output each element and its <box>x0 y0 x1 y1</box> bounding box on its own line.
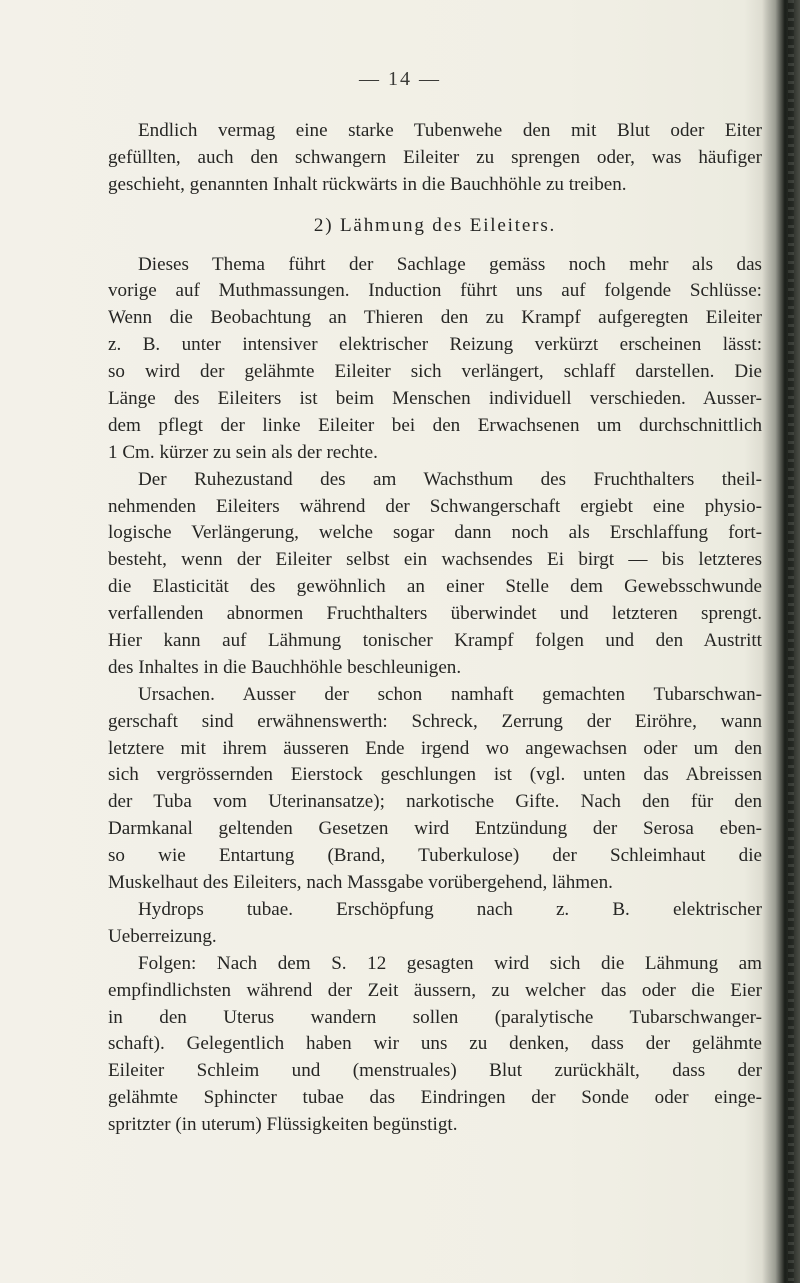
text-line: Länge des Eileiters ist beim Menschen individuell verschieden. Ausser- <box>108 388 762 410</box>
text-line: Hydrops tubae. Erschöpfung nach z. B. elektrischer <box>138 898 762 920</box>
section-heading: 2) Lähmung des Eileiters. <box>313 214 557 236</box>
text-line: Endlich vermag eine starke Tubenwehe den mit Blut oder Eiter <box>138 120 762 141</box>
text-line: vorige auf Muthmassungen. Induction führt uns auf folgende Schlüsse: <box>108 280 762 302</box>
text-line: Folgen: Nach dem S. 12 gesagten wird sich die Lähmung am <box>138 952 762 974</box>
text-line: schaft). Gelegentlich haben wir uns zu denken, dass der gelähmte <box>108 1033 762 1055</box>
text-line: Muskelhaut des Eileiters, nach Massgabe vorübergehend, lähmen. <box>108 872 613 894</box>
text-line: Hier kann auf Lähmung tonischer Krampf folgen und den Austritt <box>108 630 762 652</box>
text-line: des Inhaltes in die Bauchhöhle beschleunigen. <box>108 656 462 678</box>
page-edge-shadow <box>762 0 800 1283</box>
text-line: z. B. unter intensiver elektrischer Reizung verkürzt erscheinen lässt: <box>108 334 762 356</box>
text-line: Ursachen. Ausser der schon namhaft gemachten Tubarschwan- <box>138 683 762 705</box>
body-text <box>108 118 762 1139</box>
text-line: logische Verlängerung, welche sogar dann noch als Erschlaffung fort- <box>108 522 762 544</box>
text-line: gefüllten, auch den schwangern Eileiter zu sprengen oder, was häufiger <box>108 146 762 168</box>
text-line: letztere mit ihrem äusseren Ende irgend wo angewachsen oder um den <box>108 737 762 759</box>
text-line: 1 Cm. kürzer zu sein als der rechte. <box>108 441 378 463</box>
text-line: der Tuba vom Uterinansatze); narkotische Gifte. Nach den für den <box>108 791 762 813</box>
text-line: so wie Entartung (Brand, Tuberkulose) der Schleimhaut die <box>108 845 762 867</box>
text-line: so wird der gelähmte Eileiter sich verlängert, schlaff darstellen. Die <box>108 361 762 383</box>
text-line: besteht, wenn der Eileiter selbst ein wachsendes Ei birgt — bis letzteres <box>108 549 762 571</box>
text-line: die Elasticität des gewöhnlich an einer Stelle dem Gewebsschwunde <box>108 576 762 598</box>
text-line: Der Ruhezustand des am Wachsthum des Fruchthalters theil- <box>138 468 762 490</box>
page-number: — 14 — <box>359 68 441 90</box>
text-line: nehmenden Eileiters während der Schwangerschaft ergiebt eine physio- <box>108 495 762 517</box>
text-line: gerschaft sind erwähnenswerth: Schreck, Zerrung der Eiröhre, wann <box>108 710 762 732</box>
text-line: spritzter (in uterum) Flüssigkeiten begünstigt. <box>108 1114 458 1136</box>
text-line: gelähmte Sphincter tubae das Eindringen der Sonde oder einge- <box>108 1087 762 1109</box>
text-line: in den Uterus wandern sollen (paralytische Tubarschwanger- <box>108 1006 762 1028</box>
text-line: Eileiter Schleim und (menstruales) Blut zurückhält, dass der <box>108 1060 762 1082</box>
text-line: Darmkanal geltenden Gesetzen wird Entzündung der Serosa eben- <box>108 818 762 840</box>
text-line: sich vergrössernden Eierstock geschlungen ist (vgl. unten das Abreissen <box>108 764 762 786</box>
text-line: Dieses Thema führt der Sachlage gemäss noch mehr als das <box>138 253 762 275</box>
text-line: verfallenden abnormen Fruchthalters überwindet und letzteren sprengt. <box>108 603 762 625</box>
text-line: dem pflegt der linke Eileiter bei den Erwachsenen um durchschnittlich <box>108 414 762 436</box>
text-line: geschieht, genannten Inhalt rückwärts in die Bauchhöhle zu treiben. <box>108 173 627 195</box>
text-line: Ueberreizung. <box>108 925 217 947</box>
text-line: empfindlichsten während der Zeit äussern, zu welcher das oder die Eier <box>108 979 762 1001</box>
text-line: Wenn die Beobachtung an Thieren den zu Krampf aufgeregten Eileiter <box>108 307 762 329</box>
